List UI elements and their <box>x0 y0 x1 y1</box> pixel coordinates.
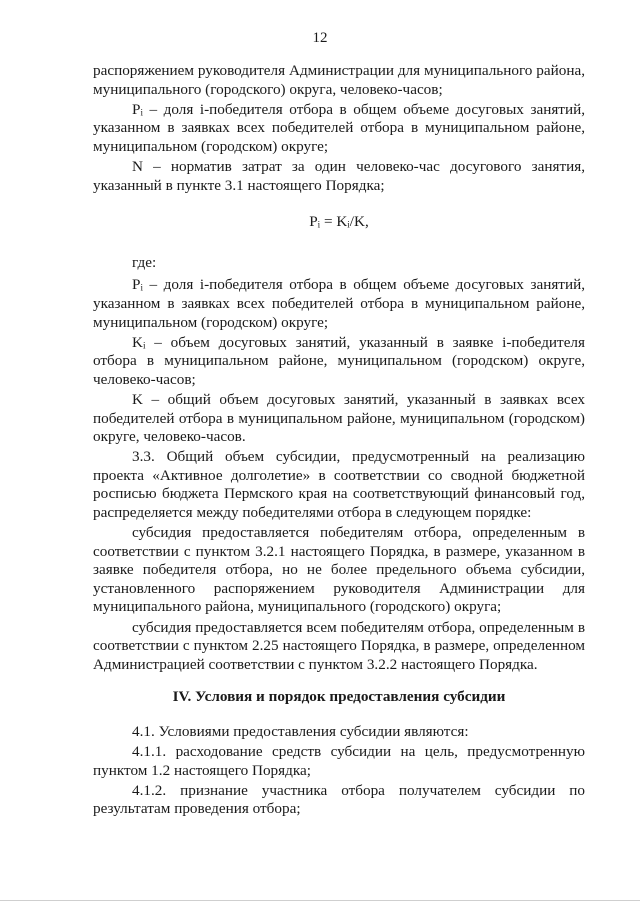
paragraph: 4.1. Условиями предоставления субсидии являются: <box>132 722 469 740</box>
paragraph: субсидия предоставляется победителям отбора, определенным в соответствии с пунктом 3.2.1 настоящего Порядка, в размере, указанном в заявке победителя отбора, но не более предельного объема субсидии, установленного распоряжением руководителя Администрации для муниципального района, муниципального (городского) округа; <box>93 524 585 616</box>
paragraph: Pᵢ – доля i-победителя отбора в общем объеме досуговых занятий, указанном в заявках всех победителей отбора в муниципальном районе, муниципальном (городском) округе; <box>93 276 585 331</box>
scan-edge-line <box>0 900 640 901</box>
paragraph: 4.1.1. расходование средств субсидии на цель, предусмотренную пунктом 1.2 настоящего Порядка; <box>93 743 585 779</box>
paragraph: Pᵢ – доля i-победителя отбора в общем объеме досуговых занятий, указанном в заявках всех победителей отбора в муниципальном районе, муниципальном (городском) округе; <box>93 100 585 155</box>
section-heading: IV. Условия и порядок предоставления субсидии <box>172 688 506 706</box>
paragraph: Kᵢ – объем досуговых занятий, указанный в заявке i-победителя отбора в муниципальном районе, муниципальном (городском) округе, человеко-часов; <box>93 333 585 388</box>
paragraph: 4.1.2. признание участника отбора получателем субсидии по результатам проведения отбора; <box>93 781 585 818</box>
document-body <box>93 62 585 820</box>
where-label: где: <box>132 253 157 271</box>
paragraph: 3.3. Общий объем субсидии, предусмотренный на реализацию проекта «Активное долголетие» в соответствии со сводной бюджетной росписью бюджета Пермского края на соответствующий финансовый год, распределяется между победителями отбора в следующем порядке: <box>93 448 585 521</box>
page-number: 12 <box>312 30 328 46</box>
formula: Pᵢ = Kᵢ/K, <box>309 213 369 231</box>
paragraph: распоряжением руководителя Администрации для муниципального района, муниципального (городского) округа, человеко-часов; <box>93 62 585 98</box>
paragraph: K – общий объем досуговых занятий, указанный в заявках всех победителей отбора в муниципальном районе, муниципальном (городском) округе, человеко-часов. <box>93 390 585 446</box>
paragraph: субсидия предоставляется всем победителям отбора, определенным в соответствии с пунктом 2.25 настоящего Порядка, в размере, определенном Администрацией соответствии с пунктом 3.2.2 настоящего Порядка. <box>93 618 585 673</box>
paragraph: N – норматив затрат за один человеко-час досугового занятия, указанный в пункте 3.1 настоящего Порядка; <box>93 157 585 194</box>
